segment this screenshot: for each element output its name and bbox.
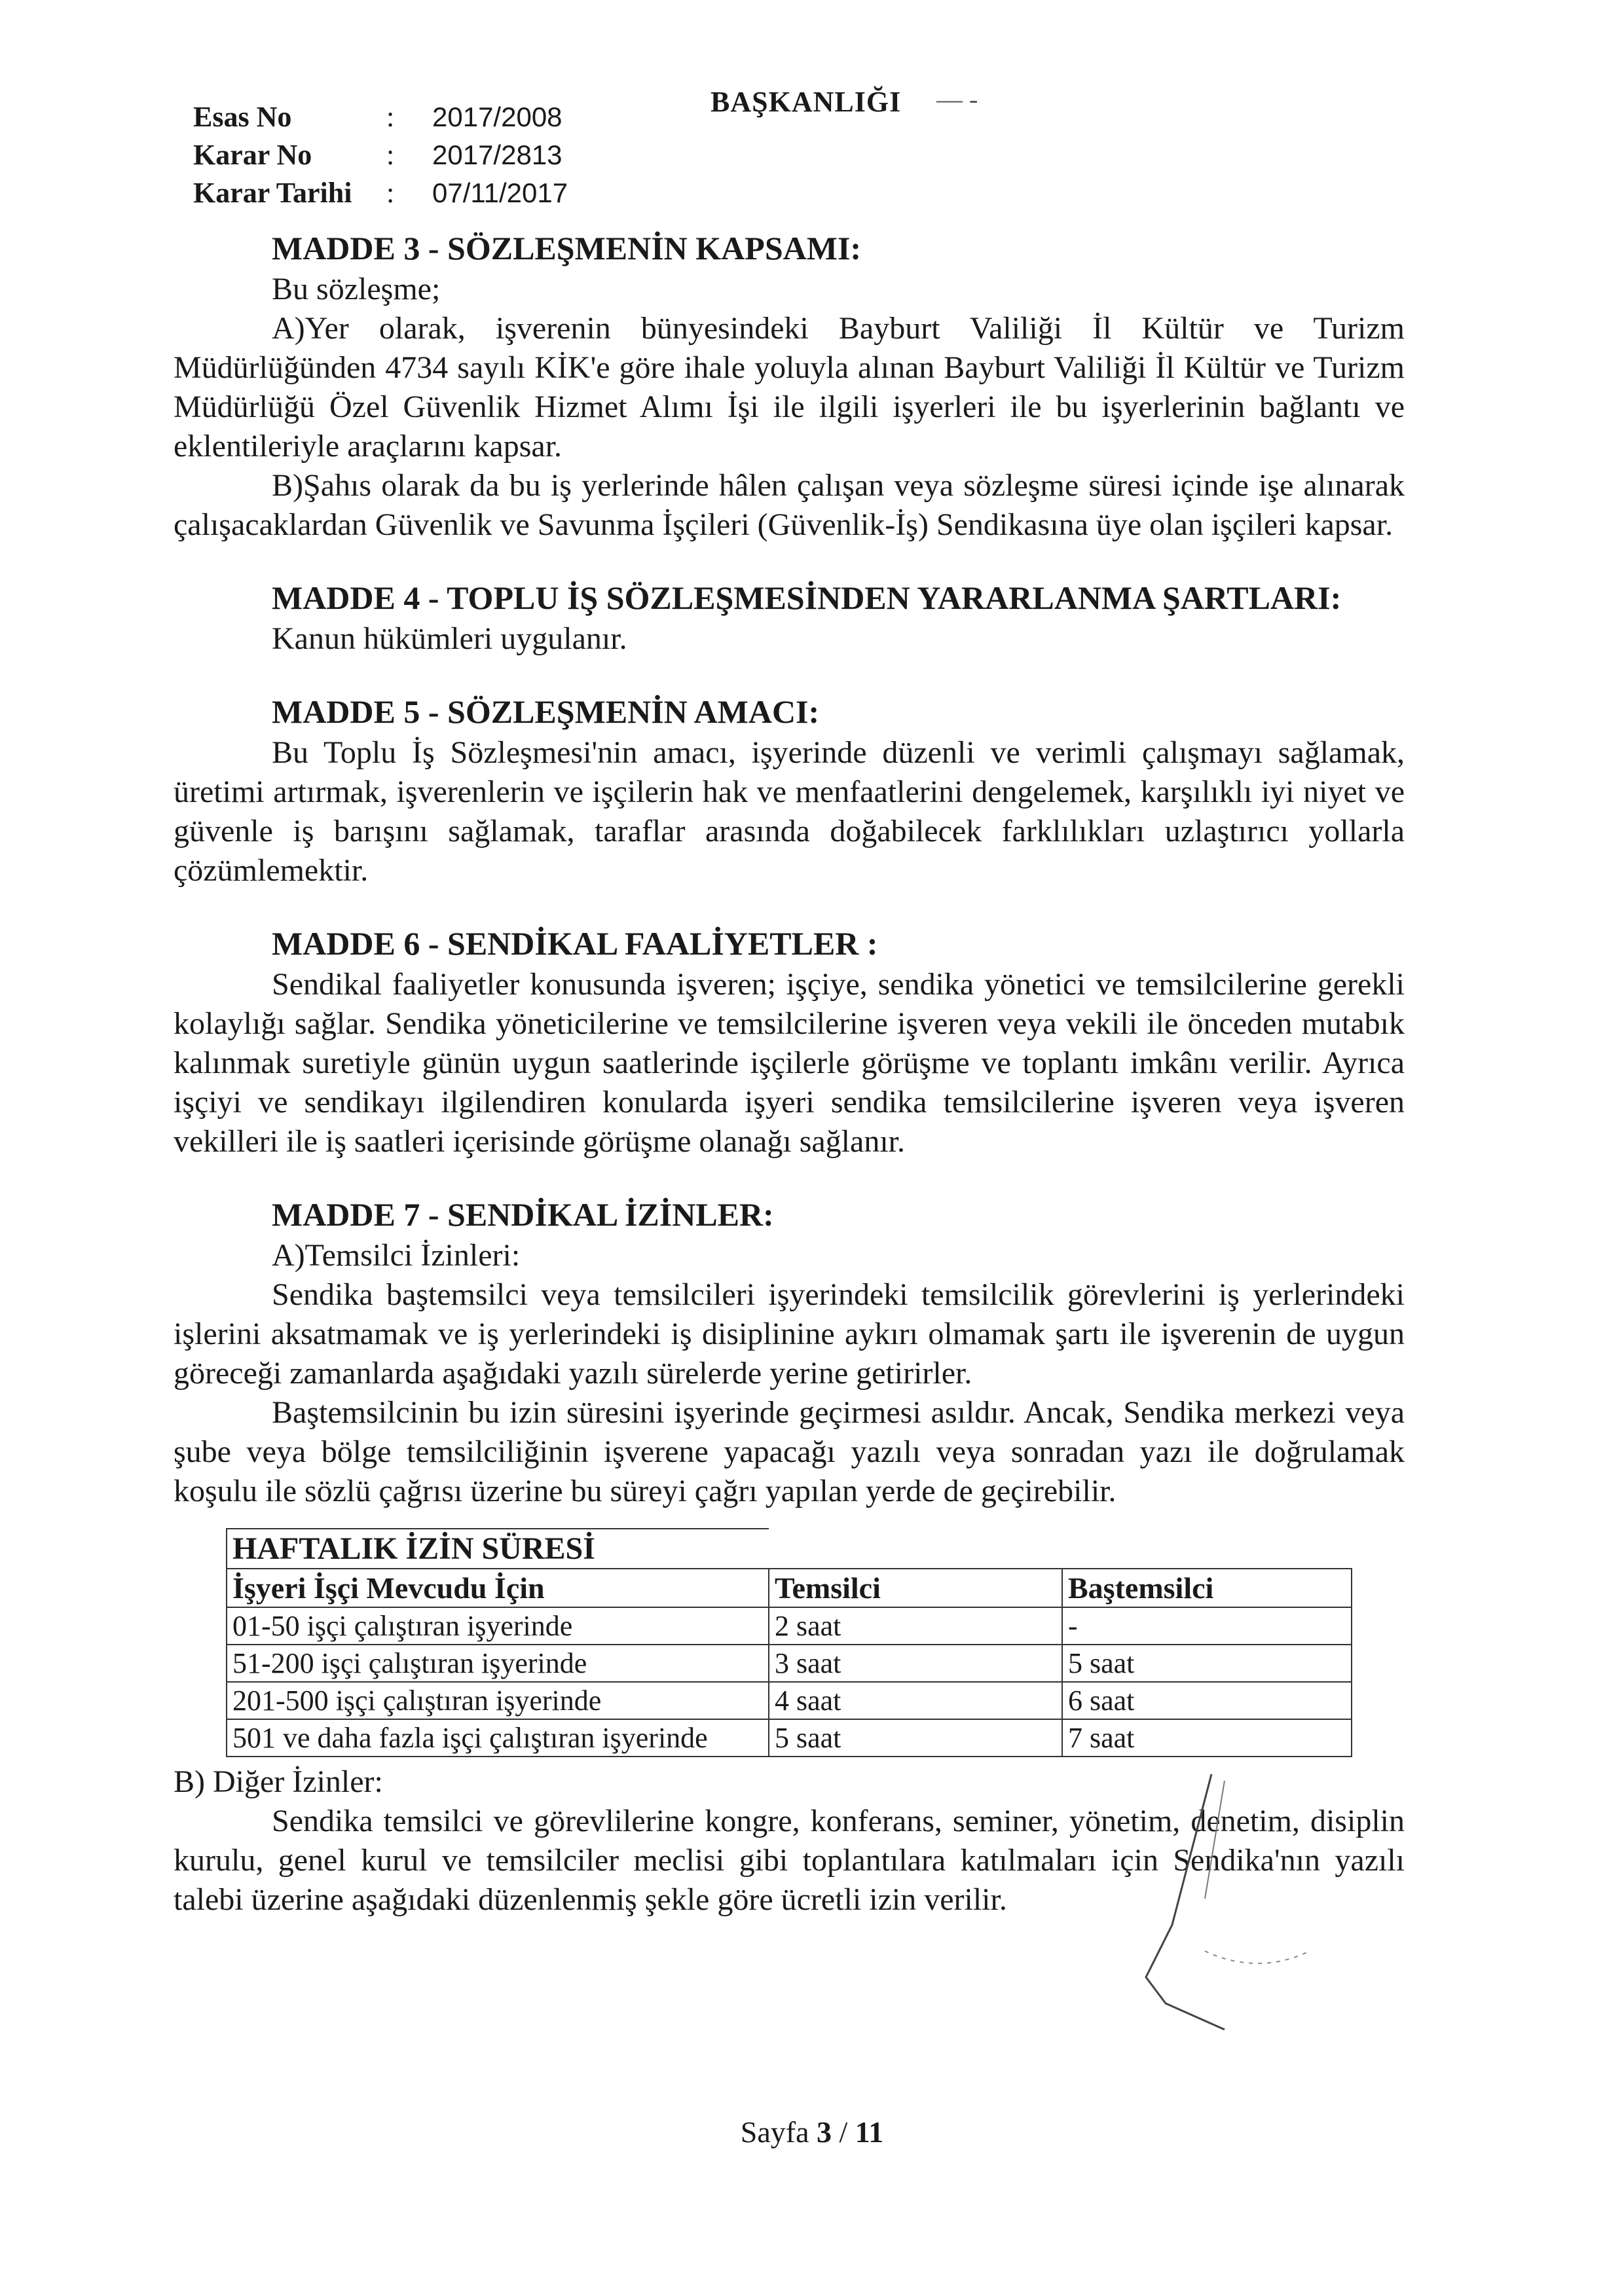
article-5 — [174, 693, 1405, 890]
article-title: MADDE 7 - SENDİKAL İZİNLER: — [272, 1196, 774, 1233]
table-row — [227, 1682, 1352, 1719]
weekly-leave-table — [226, 1528, 1352, 1757]
paragraph: Bu sözleşme; — [272, 272, 441, 306]
header-representative: Temsilci — [769, 1569, 1062, 1607]
article-4 — [174, 579, 1405, 659]
table-cell: 01-50 işçi çalıştıran işyerinde — [227, 1607, 769, 1645]
field-label: Karar Tarihi — [193, 177, 352, 209]
paragraph: Sendika temsilci ve görevlilerine kongre, konferans, seminer, yönetim, denetim, disiplin kurulu, genel kurul ve temsilciler meclisi gibi toplantılara katılmaları için Sendika'nın yazılı talebi üzerine aşağıdaki düzenlenmiş şekle göre ücretli izin verilir. — [174, 1804, 1405, 1917]
decision-number-row — [193, 136, 568, 174]
article-title: MADDE 3 - SÖZLEŞMENİN KAPSAMI: — [272, 230, 862, 266]
table-cell: 5 saat — [769, 1719, 1062, 1757]
table-title: HAFTALIK İZİN SÜRESİ — [227, 1529, 769, 1569]
case-number-row — [193, 98, 568, 136]
header-chief-representative: Baştemsilci — [1062, 1569, 1352, 1607]
field-value: 2017/2813 — [432, 139, 563, 170]
table-row — [227, 1719, 1352, 1757]
article-6 — [174, 924, 1405, 1161]
header-workforce: İşyeri İşçi Mevcudu İçin — [227, 1569, 769, 1607]
table-row — [227, 1607, 1352, 1645]
paragraph: A)Yer olarak, işverenin bünyesindeki Bayburt Valiliği İl Kültür ve Turizm Müdürlüğünden 4734 sayılı KİK'e göre ihale yoluyla alınan Bayburt Valiliği İl Kültür ve Turizm Müdürlüğü Özel Güvenlik Hizmet Alımı İşi ile ilgili işyerleri ile bu işyerlerinin bağlantı ve eklentileriyle araçlarını kapsar. — [174, 311, 1405, 464]
table-title-spacer — [769, 1529, 1352, 1569]
table-header-row — [227, 1569, 1352, 1607]
article-title: MADDE 6 - SENDİKAL FAALİYETLER : — [272, 925, 878, 962]
table-cell: 5 saat — [1062, 1645, 1352, 1682]
header-dash: — - — [936, 84, 978, 114]
subsection-label: A)Temsilci İzinleri: — [272, 1238, 521, 1273]
institution-title: BAŞKANLIĞI — [710, 86, 902, 118]
table-cell: 4 saat — [769, 1682, 1062, 1719]
table-cell: 51-200 işçi çalıştıran işyerinde — [227, 1645, 769, 1682]
article-3 — [174, 229, 1405, 545]
paragraph: Kanun hükümleri uygulanır. — [272, 621, 627, 656]
paragraph: Baştemsilcinin bu izin süresini işyerinde geçirmesi asıldır. Ancak, Sendika merkezi veya şube veya bölge temsilciliğinin işverene yapacağı yazılı veya sonradan yazı ile doğrulamak koşulu ile sözlü çağrısı üzerine bu süreyi çağrı yapılan yerde de geçirebilir. — [174, 1395, 1405, 1508]
decision-date-row — [193, 174, 568, 212]
table-cell: 201-500 işçi çalıştıran işyerinde — [227, 1682, 769, 1719]
table-cell: 3 saat — [769, 1645, 1062, 1682]
field-value: 07/11/2017 — [432, 177, 568, 208]
total-pages: 11 — [855, 2115, 884, 2149]
article-title: MADDE 5 - SÖZLEŞMENİN AMACI: — [272, 693, 820, 730]
table-title-row — [227, 1529, 1352, 1569]
page-footer — [0, 2115, 1624, 2149]
current-page: 3 — [817, 2115, 832, 2149]
paragraph: Sendikal faaliyetler konusunda işveren; işçiye, sendika yönetici ve temsilcilerine gerekli kolaylığı sağlar. Sendika yöneticilerine ve temsilcilerine işveren veya vekili ile önceden mutabık kalınmak suretiyle günün uygun saatlerinde işçilerle görüşme ve toplantı imkânı verilir. Ayrıca işçiyi ve sendikayı ilgilendiren konularda işyeri sendika temsilcilerine işveren veya işveren vekilleri ile iş saatleri içerisinde görüşme olanağı sağlanır. — [174, 967, 1405, 1159]
weekly-leave-table-wrapper — [226, 1528, 1352, 1757]
page-label: Sayfa — [740, 2115, 817, 2149]
paragraph: Sendika baştemsilci veya temsilcileri işyerindeki temsilcilik görevlerini iş yerlerindeki işlerini aksatmamak ve iş yerlerindeki iş disiplinine aykırı olmamak şartı ile işverenin de uygun göreceği zamanlarda aşağıdaki yazılı sürelerde yerine getirirler. — [174, 1277, 1405, 1391]
document-body — [174, 229, 1405, 1954]
case-info — [193, 98, 568, 212]
subsection-label: B) Diğer İzinler: — [174, 1764, 383, 1799]
field-label: Esas No — [193, 101, 292, 133]
article-title: MADDE 4 - TOPLU İŞ SÖZLEŞMESİNDEN YARARLANMA ŞARTLARI: — [272, 579, 1342, 616]
field-value: 2017/2008 — [432, 101, 563, 132]
paragraph: B)Şahıs olarak da bu iş yerlerinde hâlen çalışan veya sözleşme süresi içinde işe alınarak çalışacaklardan Güvenlik ve Savunma İşçileri (Güvenlik-İş) Sendikasına üye olan işçileri kapsar. — [174, 468, 1405, 542]
field-separator: : — [386, 101, 395, 133]
table-cell: 2 saat — [769, 1607, 1062, 1645]
table-cell: 501 ve daha fazla işçi çalıştıran işyerinde — [227, 1719, 769, 1757]
signature-mark — [1074, 1755, 1349, 2082]
table-cell: 7 saat — [1062, 1719, 1352, 1757]
page-separator: / — [832, 2115, 855, 2149]
field-separator: : — [386, 139, 395, 171]
table-cell: - — [1062, 1607, 1352, 1645]
field-label: Karar No — [193, 139, 312, 171]
table-cell: 6 saat — [1062, 1682, 1352, 1719]
table-row — [227, 1645, 1352, 1682]
paragraph: Bu Toplu İş Sözleşmesi'nin amacı, işyerinde düzenli ve verimli çalışmayı sağlamak, üretimi artırmak, işverenlerin ve işçilerin hak ve menfaatlerini dengelemek, karşılıklı iyi niyet ve güvenle iş barışını sağlamak, taraflar arasında doğabilecek farklılıkları uzlaştırıcı yollarla çözümlemektir. — [174, 735, 1405, 888]
field-separator: : — [386, 177, 395, 209]
